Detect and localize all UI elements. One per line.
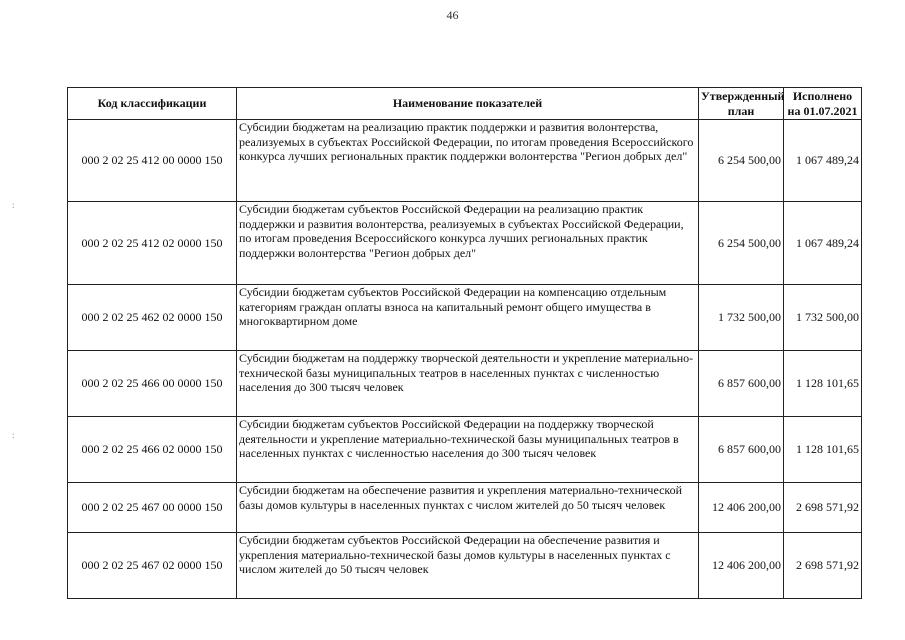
classification-code: 000 2 02 25 462 02 0000 150 [68,285,237,351]
approved-plan-value: 1 732 500,00 [699,285,784,351]
indicator-name: Субсидии бюджетам на поддержку творческой деятельности и укрепление материально-технической базы муниципальных театров в населенных пунктах с численностью населения до 300 тысяч человек [237,351,699,417]
indicator-name: Субсидии бюджетам субъектов Российской Федерации на реализацию практик поддержки и развития волонтерства, реализуемых в субъектах Российской Федерации, по итогам проведения Всероссийского конкурса лучших региональных практик поддержки волонтерства "Регион добрых дел" [237,202,699,285]
column-header-name: Наименование показателей [237,88,699,120]
executed-value: 1 067 489,24 [784,120,862,202]
budget-table [67,87,862,599]
table-row [68,533,862,599]
table-row [68,202,862,285]
scan-artifact: : [12,200,15,210]
classification-code: 000 2 02 25 466 02 0000 150 [68,417,237,483]
table-row [68,120,862,202]
executed-value: 2 698 571,92 [784,533,862,599]
table-row [68,285,862,351]
executed-value: 1 067 489,24 [784,202,862,285]
column-header-plan: Утвержденный план [699,88,784,120]
indicator-name: Субсидии бюджетам субъектов Российской Федерации на компенсацию отдельным категориям граждан оплаты взноса на капитальный ремонт общего имущества в многоквартирном доме [237,285,699,351]
page-number: 46 [446,8,459,22]
approved-plan-value: 6 254 500,00 [699,202,784,285]
approved-plan-value: 6 857 600,00 [699,351,784,417]
indicator-name: Субсидии бюджетам на обеспечение развития и укрепления материально-технической базы домов культуры в населенных пунктах с числом жителей до 50 тысяч человек [237,483,699,533]
executed-value: 2 698 571,92 [784,483,862,533]
column-header-code: Код классификации [68,88,237,120]
approved-plan-value: 12 406 200,00 [699,533,784,599]
table-row [68,351,862,417]
indicator-name: Субсидии бюджетам субъектов Российской Федерации на поддержку творческой деятельности и укрепление материально-технической базы муниципальных театров в населенных пунктах с численностью населения до 300 тысяч человек [237,417,699,483]
approved-plan-value: 12 406 200,00 [699,483,784,533]
table-row [68,417,862,483]
executed-value: 1 128 101,65 [784,351,862,417]
classification-code: 000 2 02 25 467 02 0000 150 [68,533,237,599]
indicator-name: Субсидии бюджетам субъектов Российской Федерации на обеспечение развития и укрепления материально-технической базы домов культуры в населенных пунктах с числом жителей до 50 тысяч человек [237,533,699,599]
executed-value: 1 732 500,00 [784,285,862,351]
table-header-row [68,88,862,120]
table-row [68,483,862,533]
scan-artifact: : [12,430,15,440]
approved-plan-value: 6 857 600,00 [699,417,784,483]
classification-code: 000 2 02 25 412 00 0000 150 [68,120,237,202]
column-header-executed: Исполнено на 01.07.2021 [784,88,862,120]
classification-code: 000 2 02 25 412 02 0000 150 [68,202,237,285]
indicator-name: Субсидии бюджетам на реализацию практик поддержки и развития волонтерства, реализуемых в субъектах Российской Федерации, по итогам проведения Всероссийского конкурса лучших региональных практик поддержки волонтерства "Регион добрых дел" [237,120,699,202]
classification-code: 000 2 02 25 466 00 0000 150 [68,351,237,417]
approved-plan-value: 6 254 500,00 [699,120,784,202]
executed-value: 1 128 101,65 [784,417,862,483]
classification-code: 000 2 02 25 467 00 0000 150 [68,483,237,533]
